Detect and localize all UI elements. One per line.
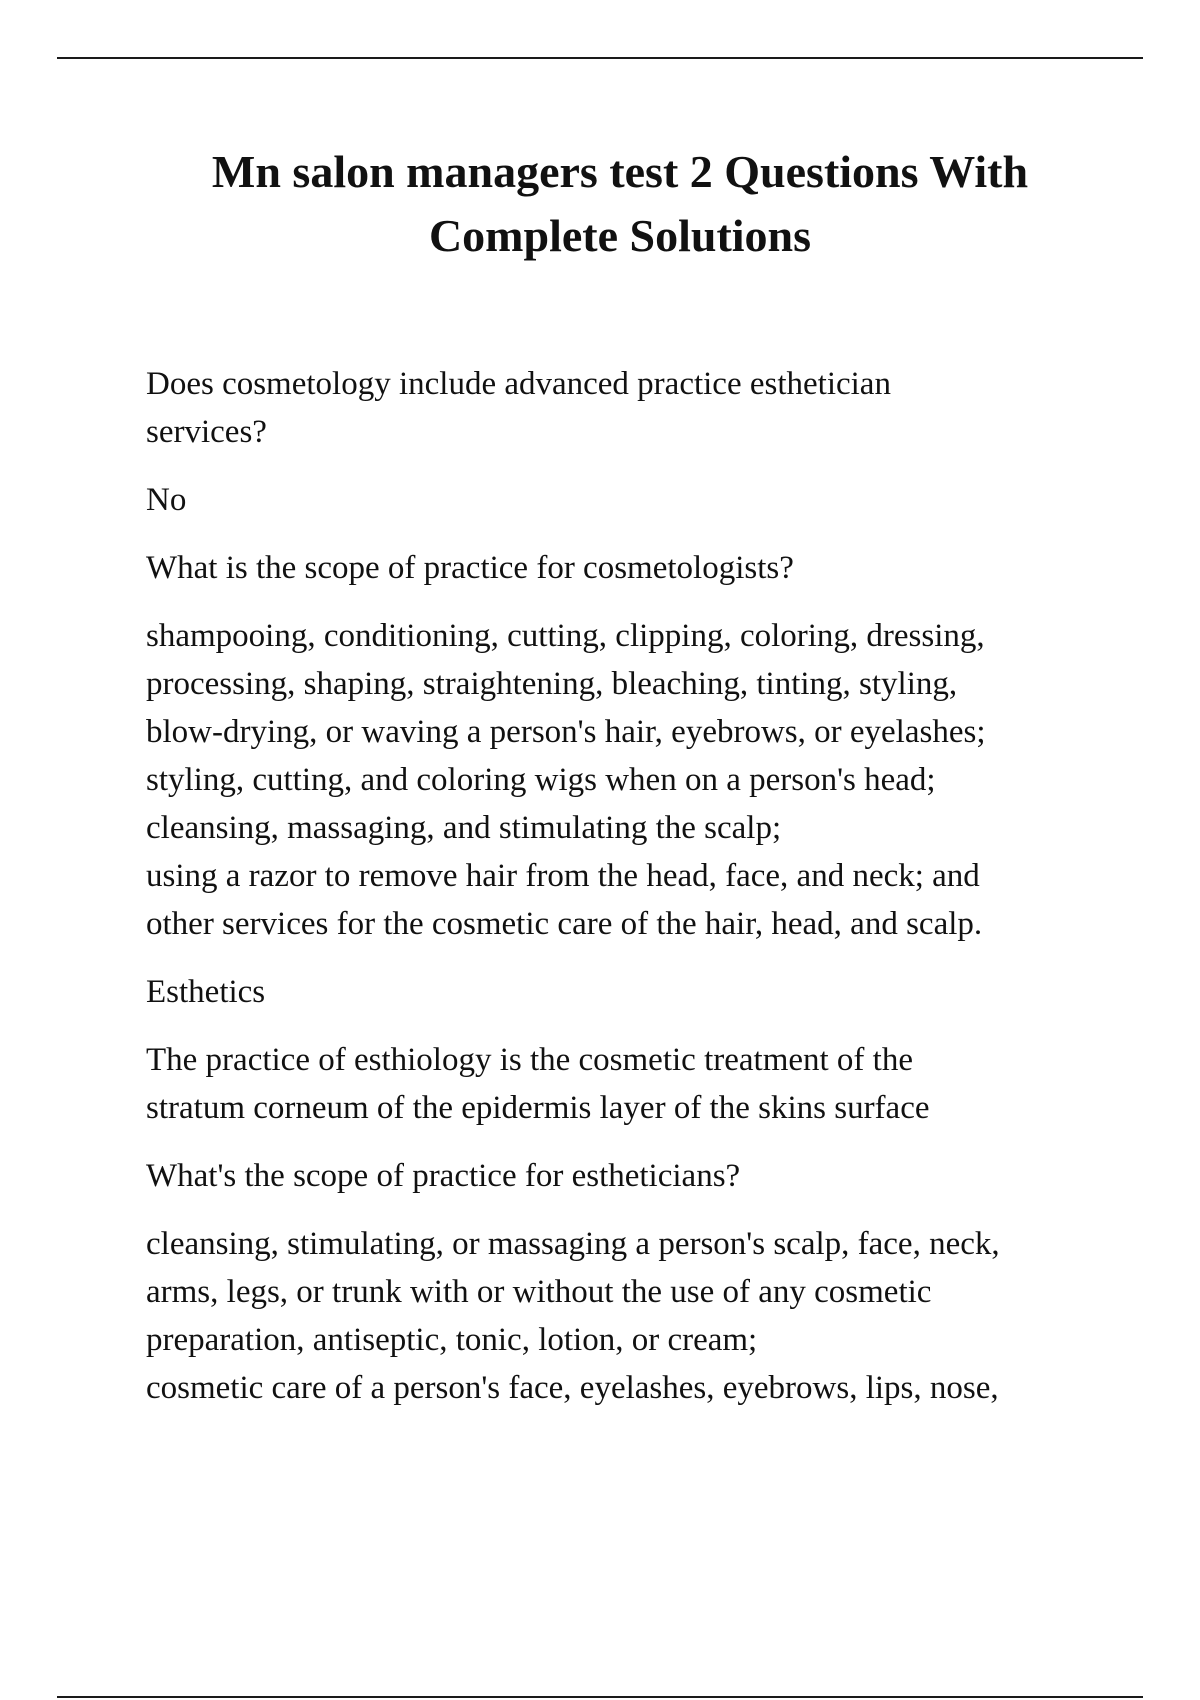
- question-3: Esthetics: [146, 974, 266, 1010]
- top-rule: [57, 57, 1143, 59]
- answer-2: shampooing, conditioning, cutting, clipping, coloring, dressing, processing, shaping, straightening, bleaching, tinting, styling, blow-drying, or waving a person's hair, eyebrows, or eyelashes; styling, cutting, and coloring wigs when on a person's head; cleansing, massaging, and stimulating the scalp; using a razor to remove hair from the head, face, and neck; and other services for the cosmetic care of the hair, head, and scalp.: [146, 618, 986, 942]
- title-line-1: Mn salon managers test 2 Questions With: [211, 146, 1029, 197]
- question-1: Does cosmetology include advanced practice esthetician services?: [146, 366, 891, 450]
- answer-4: cleansing, stimulating, or massaging a person's scalp, face, neck, arms, legs, or trunk with or without the use of any cosmetic preparation, antiseptic, tonic, lotion, or cream; cosmetic care of a person's face, eyelashes, eyebrows, lips, nose,: [146, 1226, 1000, 1406]
- document-body: [146, 360, 1106, 1432]
- question-2: What is the scope of practice for cosmetologists?: [146, 550, 794, 586]
- title-line-2: Complete Solutions: [428, 210, 812, 261]
- question-4: What's the scope of practice for estheticians?: [146, 1158, 741, 1194]
- answer-3: The practice of esthiology is the cosmetic treatment of the stratum corneum of the epidermis layer of the skins surface: [146, 1042, 930, 1126]
- page-title: [130, 140, 1110, 268]
- bottom-rule: [57, 1696, 1143, 1698]
- answer-1: No: [146, 482, 187, 518]
